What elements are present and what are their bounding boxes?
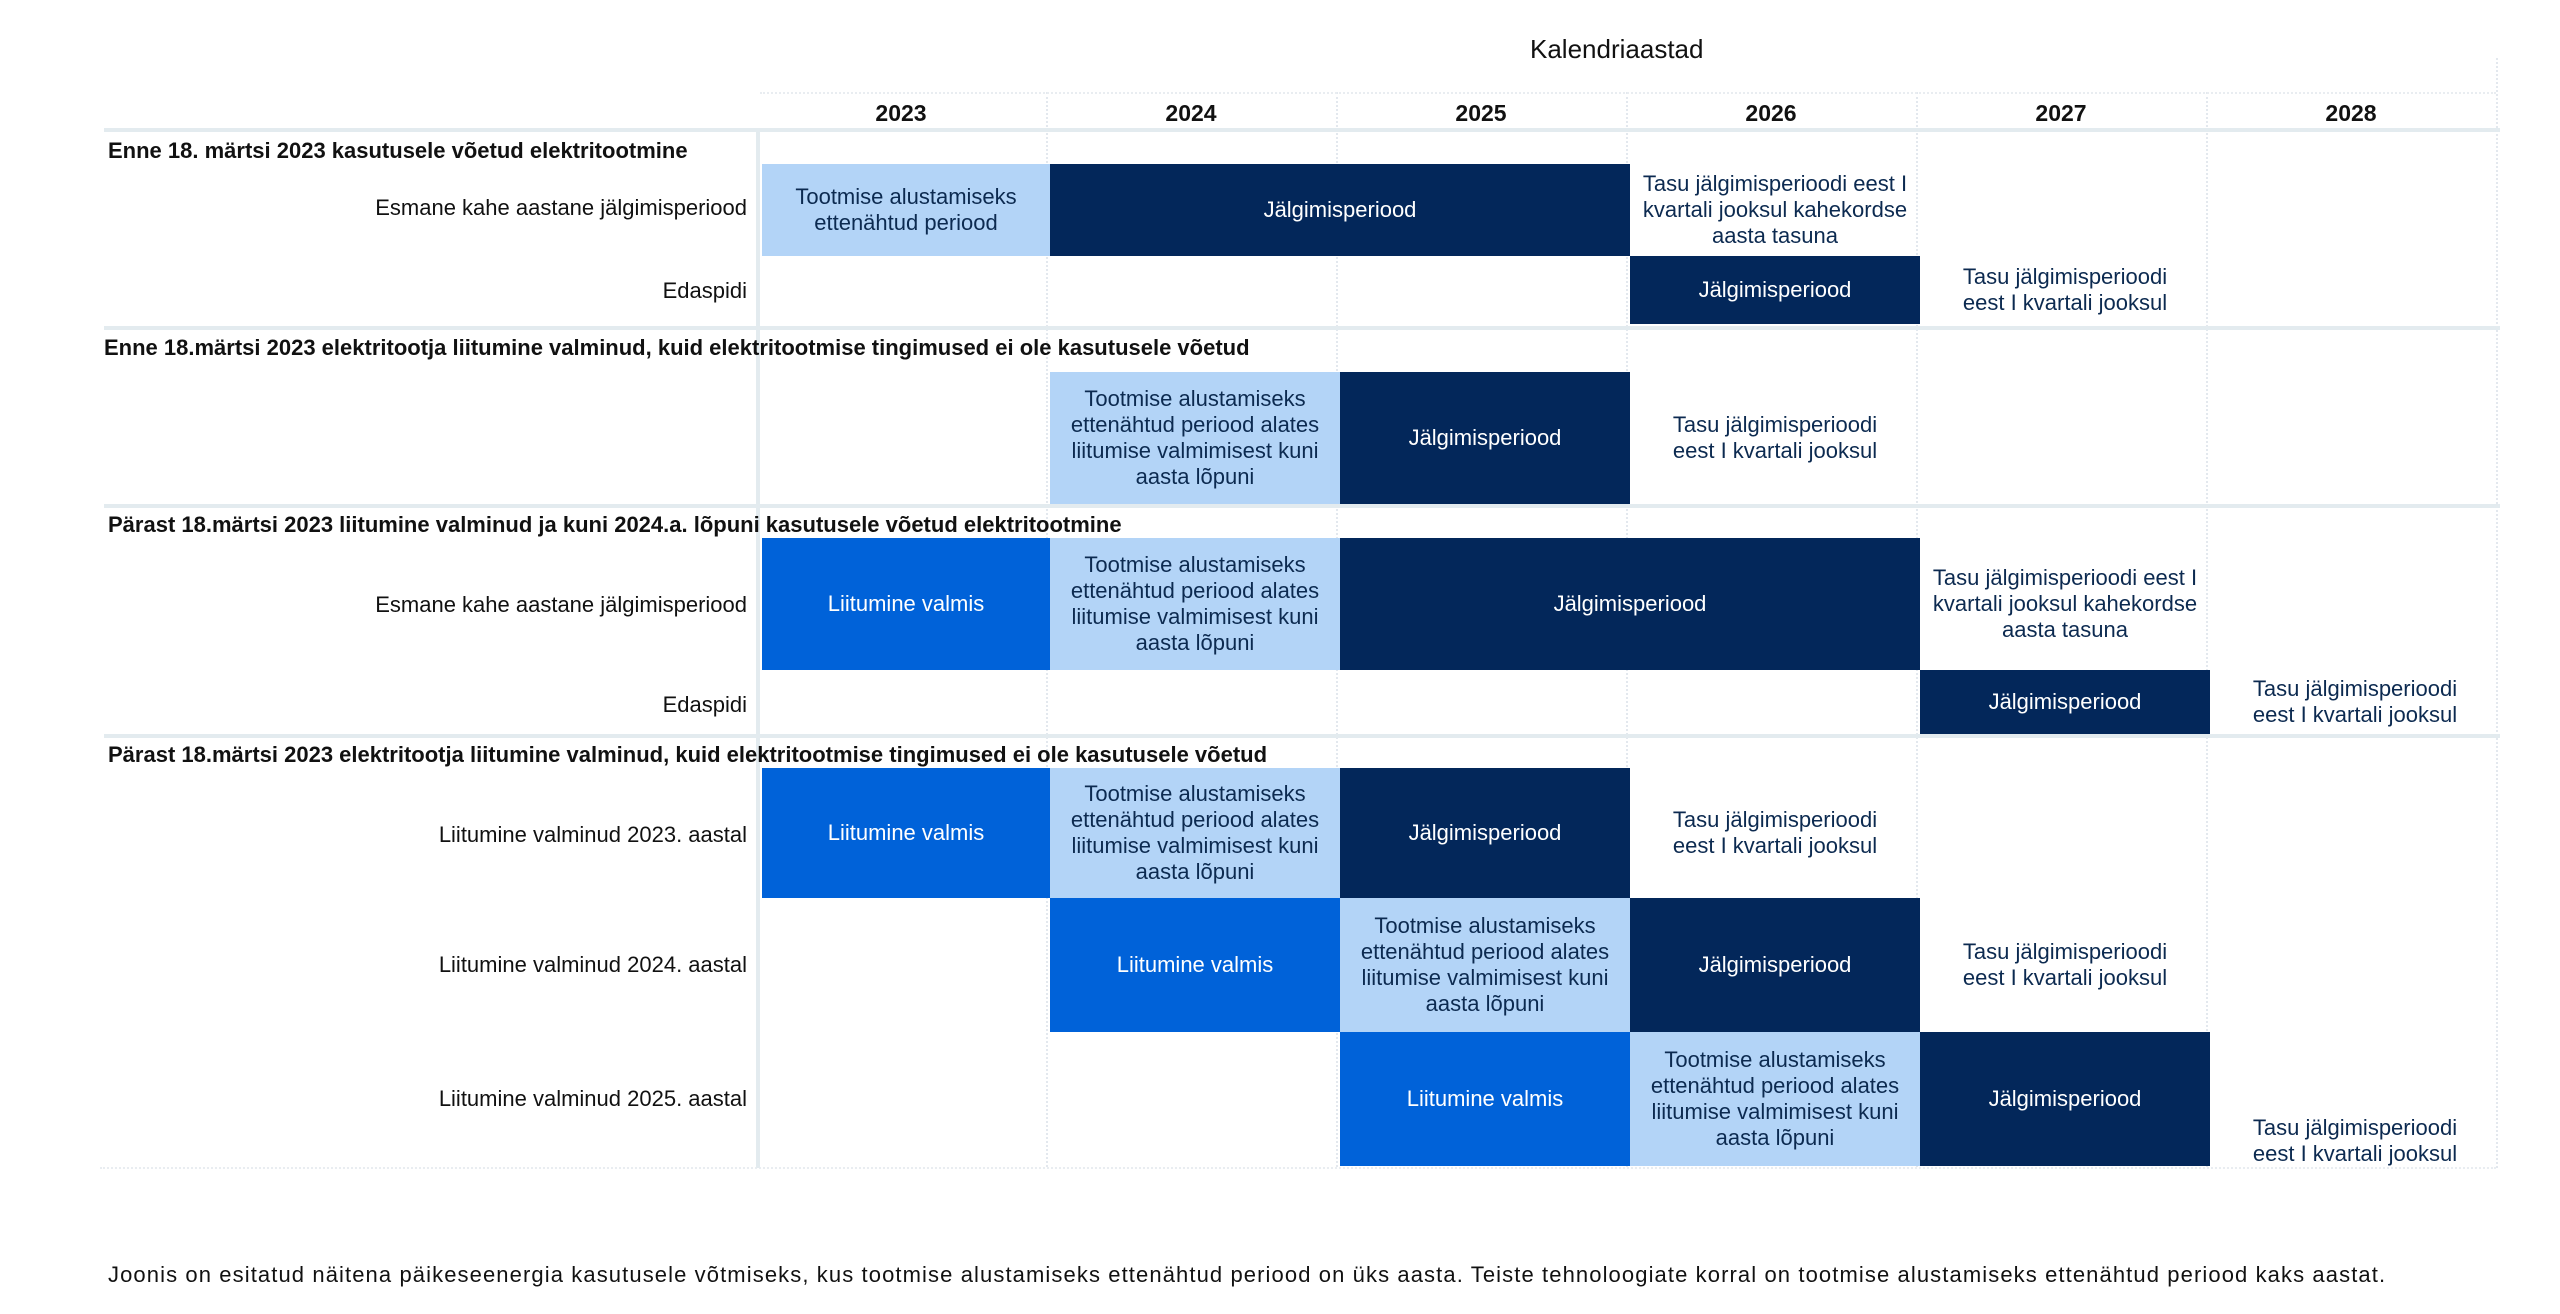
section-title: Enne 18. märtsi 2023 kasutusele võetud elektritootmine [108, 138, 688, 163]
bar-connection-ready: Liitumine valmis [1340, 1032, 1630, 1166]
section-title: Pärast 18.märtsi 2023 elektritootja liitumine valminud, kuid elektritootmise tingimused ei ole kasutusele võetud [108, 742, 1268, 767]
year-header-2025: 2025 [1455, 100, 1507, 126]
footnote: Joonis on esitatud näitena päikeseenergia kasutusele võtmiseks, kus tootmise alustamiseks ettenähtud periood on üks aasta. Teiste tehnoloogiate korral on tootmise alustamiseks ettenähtud periood kaks aastat. [108, 1262, 2387, 1287]
fee-note: Tasu jälgimisperioodi eest I kvartali jooksul [1672, 807, 1878, 858]
section-title: Enne 18.märtsi 2023 elektritootja liitumine valminud, kuid elektritootmise tingimused ei ole kasutusele võetud [104, 335, 1250, 360]
bar-monitoring-period: Jälgimisperiood [1050, 164, 1630, 256]
bar-production-start-period: Tootmise alustamiseks ettenähtud periood alates liitumise valmimisest kuni aasta lõpuni [1630, 1032, 1920, 1166]
bar-connection-ready: Liitumine valmis [762, 538, 1050, 670]
row-label: Edaspidi [662, 278, 747, 303]
row-label: Liitumine valminud 2024. aastal [438, 952, 747, 977]
bar-production-start-period: Tootmise alustamiseks ettenähtud periood [762, 164, 1050, 256]
grid-line-horizontal [100, 1167, 2496, 1169]
header-separator [104, 128, 2500, 132]
grid-line-vertical [2496, 58, 2498, 1168]
grid-line-horizontal [760, 92, 2496, 94]
bar-monitoring-period: Jälgimisperiood [1630, 256, 1920, 324]
row-label: Esmane kahe aastane jälgimisperiood [375, 195, 747, 220]
bar-connection-ready: Liitumine valmis [762, 768, 1050, 898]
row-label: Edaspidi [662, 692, 747, 717]
year-header-2026: 2026 [1745, 100, 1797, 126]
fee-note: Tasu jälgimisperioodi eest I kvartali jooksul [1962, 264, 2168, 315]
fee-note: Tasu jälgimisperioodi eest I kvartali jooksul [1962, 939, 2168, 990]
year-header-2023: 2023 [875, 100, 927, 126]
bar-monitoring-period: Jälgimisperiood [1630, 898, 1920, 1032]
axis-title: Kalendriaastad [1530, 34, 1704, 64]
row-label: Esmane kahe aastane jälgimisperiood [375, 592, 747, 617]
bar-production-start-period: Tootmise alustamiseks ettenähtud periood alates liitumise valmimisest kuni aasta lõpuni [1050, 372, 1340, 504]
section-title: Pärast 18.märtsi 2023 liitumine valminud ja kuni 2024.a. lõpuni kasutusele võetud elektritootmine [108, 512, 1122, 537]
fee-note: Tasu jälgimisperioodi eest I kvartali jooksul [1672, 412, 1878, 463]
section-separator [104, 504, 2500, 508]
fee-note: Tasu jälgimisperioodi eest I kvartali jooksul kahekordse aasta tasuna [1642, 171, 1908, 248]
bar-monitoring-period: Jälgimisperiood [1920, 670, 2210, 734]
year-header-2028: 2028 [2325, 100, 2377, 126]
section-separator [104, 326, 2500, 330]
label-column-separator [756, 128, 760, 1168]
bar-connection-ready: Liitumine valmis [1050, 898, 1340, 1032]
bar-production-start-period: Tootmise alustamiseks ettenähtud periood alates liitumise valmimisest kuni aasta lõpuni [1050, 768, 1340, 898]
section-separator [104, 734, 2500, 738]
row-label: Liitumine valminud 2025. aastal [438, 1086, 747, 1111]
year-header-2027: 2027 [2035, 100, 2087, 126]
fee-note: Tasu jälgimisperioodi eest I kvartali jooksul [2252, 676, 2458, 727]
fee-note: Tasu jälgimisperioodi eest I kvartali jooksul [2252, 1115, 2458, 1166]
bar-monitoring-period: Jälgimisperiood [1340, 372, 1630, 504]
bar-production-start-period: Tootmise alustamiseks ettenähtud periood alates liitumise valmimisest kuni aasta lõpuni [1050, 538, 1340, 670]
fee-note: Tasu jälgimisperioodi eest I kvartali jooksul kahekordse aasta tasuna [1932, 565, 2198, 642]
bar-monitoring-period: Jälgimisperiood [1340, 768, 1630, 898]
row-label: Liitumine valminud 2023. aastal [438, 822, 747, 847]
bar-production-start-period: Tootmise alustamiseks ettenähtud periood alates liitumise valmimisest kuni aasta lõpuni [1340, 898, 1630, 1032]
year-header-2024: 2024 [1165, 100, 1217, 126]
bar-monitoring-period: Jälgimisperiood [1340, 538, 1920, 670]
bar-monitoring-period: Jälgimisperiood [1920, 1032, 2210, 1166]
